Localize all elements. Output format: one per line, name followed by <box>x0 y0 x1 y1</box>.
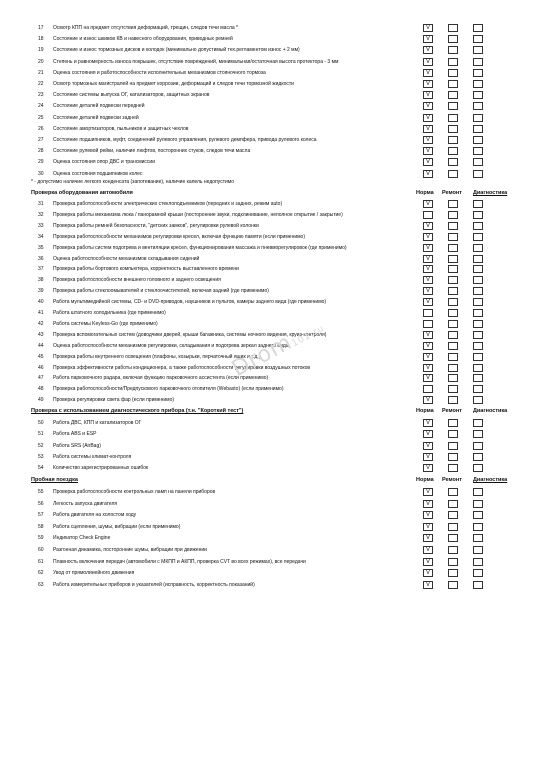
item-text: Проверка работоспособности контрольных ламп на панели приборов <box>53 489 216 495</box>
checkbox-repair[interactable] <box>448 222 458 230</box>
checklist-row <box>30 319 520 329</box>
checkbox-diagnostics[interactable] <box>473 91 483 99</box>
watermark-suffix: 101.ru <box>290 323 327 350</box>
item-number: 21 <box>38 69 44 76</box>
item-number: 30 <box>38 170 44 177</box>
checkbox-diagnostics[interactable] <box>473 276 483 284</box>
item-text: Плавность включения передач (автомобили с МКПП и АКПП, проверка CVT во всех режимах), все передачи <box>53 558 306 565</box>
item-number: 46 <box>38 364 44 371</box>
checkbox-repair[interactable] <box>448 69 458 77</box>
item-number: 18 <box>38 36 44 43</box>
checkbox-norm[interactable]: V <box>423 331 433 339</box>
checkbox-diagnostics[interactable] <box>473 147 483 155</box>
checkbox-repair[interactable] <box>448 276 458 284</box>
col-header-repair-2: Ремонт <box>442 408 462 414</box>
checklist-row <box>30 429 520 439</box>
checklist-row <box>30 363 520 373</box>
item-number: 52 <box>38 442 44 449</box>
item-text: Состояние и износ шкивов КВ и навесного оборудования, приводных ремней <box>53 36 233 43</box>
checkbox-norm[interactable]: V <box>423 91 433 99</box>
checkbox-norm[interactable]: V <box>423 24 433 32</box>
checklist-row <box>30 441 520 451</box>
checkbox-norm[interactable]: V <box>423 255 433 263</box>
item-number: 38 <box>38 277 44 284</box>
item-text: Проверка эффективности работы кондиционера, а также работоспособности регулировки воздушных потоков <box>53 364 311 371</box>
checklist-row <box>30 275 520 285</box>
checkbox-repair[interactable] <box>448 342 458 350</box>
checkbox-norm[interactable]: V <box>423 158 433 166</box>
item-text: Работа сцепления, шумы, вибрации (если применимо) <box>53 523 181 530</box>
checkbox-diagnostics[interactable] <box>473 488 483 496</box>
col-header-diagnostics-3: Диагностика <box>473 477 508 483</box>
item-number: 26 <box>38 125 44 132</box>
item-number: 31 <box>38 201 44 207</box>
checklist-row <box>30 45 520 55</box>
checklist-row <box>30 101 520 111</box>
item-text: Проверка работоспособности механизмов регулировки кресел, включая функцию памяти (если применимо) <box>53 233 306 240</box>
checklist-row <box>30 373 520 383</box>
col-header-repair-3: Ремонт <box>442 477 462 483</box>
section-equipment-title: Проверка оборудования автомобиля <box>31 190 133 196</box>
item-number: 59 <box>38 535 44 542</box>
item-text: Осмотр тормозных магистралей на предмет коррозии, деформаций и следов течи тормозной жидкости <box>53 81 294 87</box>
checkbox-norm[interactable]: V <box>423 276 433 284</box>
item-text: Работа штатного холодильника (где применимо) <box>53 310 166 316</box>
checkbox-diagnostics[interactable] <box>473 419 483 427</box>
checkbox-norm[interactable]: V <box>423 396 433 404</box>
checkbox-norm[interactable]: V <box>423 430 433 438</box>
checkbox-norm[interactable]: V <box>423 353 433 361</box>
item-text: Проверка вспомогательных систем (доводчики дверей, крыши багажника, системы ночного видения, круиз-контроля) <box>53 331 327 338</box>
checkbox-repair[interactable] <box>448 523 458 531</box>
checklist-row <box>30 113 520 123</box>
checklist-row <box>30 264 520 274</box>
item-text: Состояние системы выпуска ОГ, катализаторов, защитных экранов <box>53 92 210 99</box>
checkbox-repair[interactable] <box>448 385 458 393</box>
item-number: 24 <box>38 103 44 110</box>
checklist-row <box>30 384 520 394</box>
checkbox-repair[interactable] <box>448 331 458 339</box>
checkbox-norm[interactable] <box>423 385 433 393</box>
checkbox-repair[interactable] <box>448 298 458 306</box>
checkbox-diagnostics[interactable] <box>473 35 483 43</box>
checklist-row <box>30 68 520 78</box>
checkbox-norm[interactable]: V <box>423 46 433 54</box>
item-text: Работа ABS и ESP <box>53 431 97 438</box>
checkbox-norm[interactable]: V <box>423 244 433 252</box>
checkbox-repair[interactable] <box>448 500 458 508</box>
item-number: 17 <box>38 25 44 31</box>
item-number: 61 <box>38 558 44 565</box>
checklist-row <box>30 79 520 89</box>
checkbox-repair[interactable] <box>448 430 458 438</box>
checkbox-norm[interactable]: V <box>423 500 433 508</box>
checkbox-repair[interactable] <box>448 511 458 519</box>
checkbox-repair[interactable] <box>448 374 458 382</box>
item-text: Состояние амортизаторов, пыльников и защитных чехлов <box>53 125 189 132</box>
item-number: 58 <box>38 523 44 530</box>
checkbox-diagnostics[interactable] <box>473 523 483 531</box>
checklist-row <box>30 157 520 167</box>
checklist-row <box>30 522 520 532</box>
checkbox-repair[interactable] <box>448 558 458 566</box>
checklist-row <box>30 90 520 100</box>
item-text: Проверка работы внутреннего освещения (плафоны, козырьки, перчаточный ящик и т.д.) <box>53 353 261 360</box>
item-number: 41 <box>38 310 44 316</box>
checkbox-diagnostics[interactable] <box>473 80 483 88</box>
item-text: Оценка работоспособности механизмов регулировки, складывания и подогрева зеркал заднего вида <box>53 342 289 349</box>
checkbox-diagnostics[interactable] <box>473 58 483 66</box>
checkbox-norm[interactable] <box>423 320 433 328</box>
item-number: 27 <box>38 137 44 143</box>
checkbox-diagnostics[interactable] <box>473 233 483 241</box>
checkbox-diagnostics[interactable] <box>473 255 483 263</box>
item-text: Разгонная динамика, посторонние шумы, вибрации при движении <box>53 547 207 553</box>
checkbox-norm[interactable]: V <box>423 58 433 66</box>
item-text: Оценка состояния и работоспособности исполнительных механизмов стояночного тормоза <box>53 69 266 76</box>
section-drive-title: Пробная поездка <box>31 477 78 483</box>
checkbox-diagnostics[interactable] <box>473 511 483 519</box>
item-text: Состояние и износ тормозных дисков и колодок (минимально допустимый тех.регламентом износ + 2 мм) <box>53 47 300 54</box>
item-number: 51 <box>38 431 44 438</box>
checkbox-norm[interactable]: V <box>423 200 433 208</box>
checkbox-repair[interactable] <box>448 58 458 66</box>
checkbox-diagnostics[interactable] <box>473 558 483 566</box>
checkbox-norm[interactable]: V <box>423 147 433 155</box>
item-text: Легкость запуска двигателя <box>53 500 118 507</box>
checklist-row <box>30 418 520 428</box>
checkbox-norm[interactable]: V <box>423 364 433 372</box>
item-text: Количество зарегистрированных ошибок <box>53 465 149 472</box>
checkbox-diagnostics[interactable] <box>473 581 483 589</box>
item-text: Проверка работы стеклоомывателей и стеклоочистителей, включая задний (где применимо) <box>53 288 269 295</box>
item-number: 29 <box>38 159 44 166</box>
item-text: Проверка работоспособности/Предпускового парковочного отопителя (Webasto) (если применимо) <box>53 386 284 393</box>
checkbox-norm[interactable]: V <box>423 488 433 496</box>
checkbox-repair[interactable] <box>448 265 458 273</box>
checklist-row <box>30 452 520 462</box>
item-text: Проверка работы ремней безопасности, "детских замков", регулировки рулевой колонки <box>53 222 259 229</box>
checkbox-diagnostics[interactable] <box>473 385 483 393</box>
item-text: Работа измерительных приборов и указателей (исправность, корректность показаний) <box>53 581 255 588</box>
col-header-diagnostics-2: Диагностика <box>473 408 508 414</box>
checkbox-repair[interactable] <box>448 581 458 589</box>
item-number: 54 <box>38 465 44 472</box>
checkbox-repair[interactable] <box>448 35 458 43</box>
checkbox-repair[interactable] <box>448 534 458 542</box>
checkbox-repair[interactable] <box>448 158 458 166</box>
item-text: Состояние подшипников, муфт, соединений рулевого управления, рулевого демпфера, привода рулевого колеса <box>53 137 317 143</box>
item-text: Проверка работы систем подогрева и вентиляции кресел, функционирования массажа и пневморегулировок (где применимо) <box>53 244 347 251</box>
item-number: 35 <box>38 244 44 251</box>
item-number: 23 <box>38 92 44 99</box>
checkbox-norm[interactable]: V <box>423 511 433 519</box>
checkbox-repair[interactable] <box>448 24 458 32</box>
item-text: Оценка состояния опор ДВС и трансмиссии <box>53 159 156 166</box>
checkbox-diagnostics[interactable] <box>473 158 483 166</box>
checkbox-repair[interactable] <box>448 114 458 122</box>
checkbox-repair[interactable] <box>448 453 458 461</box>
item-number: 45 <box>38 353 44 360</box>
item-number: 19 <box>38 47 44 54</box>
checkbox-repair[interactable] <box>448 287 458 295</box>
checkbox-norm[interactable]: V <box>423 170 433 178</box>
item-text: Проверка работоспособности внешнего головного и заднего освещения <box>53 277 221 284</box>
item-text: Работа двигателя на холостом ходу <box>53 512 137 519</box>
item-number: 44 <box>38 342 44 349</box>
item-text: Работа системы климат-контроля <box>53 453 132 460</box>
checkbox-repair[interactable] <box>448 147 458 155</box>
checkbox-norm[interactable] <box>423 309 433 317</box>
item-text: Оценка работоспособности механизмов складывания сидений <box>53 255 200 262</box>
checklist-row <box>30 463 520 473</box>
checkbox-diagnostics[interactable] <box>473 102 483 110</box>
checkbox-diagnostics[interactable] <box>473 464 483 472</box>
col-header-norm: Норма <box>416 190 434 196</box>
checkbox-repair[interactable] <box>448 488 458 496</box>
checkbox-diagnostics[interactable] <box>473 136 483 144</box>
checklist-row <box>30 210 520 220</box>
checkbox-diagnostics[interactable] <box>473 24 483 32</box>
checkbox-repair[interactable] <box>448 102 458 110</box>
item-text: Проверка работы бортового компьютера, корректность выставленного времени <box>53 266 239 273</box>
item-text: Работа системы Keyless-Go (где применимо) <box>53 320 158 327</box>
checklist-row <box>30 34 520 44</box>
checkbox-repair[interactable] <box>448 309 458 317</box>
col-header-diagnostics: Диагностика <box>473 190 508 196</box>
item-text: Увод от прямолинейного движения <box>53 570 135 577</box>
checkbox-repair[interactable] <box>448 80 458 88</box>
item-number: 36 <box>38 255 44 262</box>
item-text: Индикатор Check Engine <box>53 535 111 542</box>
item-number: 47 <box>38 375 44 382</box>
checkbox-norm[interactable]: V <box>423 569 433 577</box>
checkbox-repair[interactable] <box>448 233 458 241</box>
item-text: Состояние рулевой рейки, наличие люфтов, посторонних стуков, следов течи масла <box>53 148 251 155</box>
checkbox-norm[interactable]: V <box>423 581 433 589</box>
checkbox-norm[interactable]: V <box>423 69 433 77</box>
checklist-row <box>30 199 520 209</box>
section-diagnostic-title: Проверка с использованием диагностического прибора (т.н. "Короткий тест") <box>31 408 244 414</box>
checkbox-norm[interactable]: V <box>423 453 433 461</box>
checkbox-norm[interactable]: V <box>423 442 433 450</box>
item-text: Оценка состояния подшипников колес <box>53 170 143 177</box>
checkbox-repair[interactable] <box>448 170 458 178</box>
checkbox-diagnostics[interactable] <box>473 396 483 404</box>
item-number: 32 <box>38 211 44 218</box>
checkbox-repair[interactable] <box>448 91 458 99</box>
item-text: Проверка работы механизма люка / панорамной крыши (посторонние звуки, подклинивание, неполное открытие / закрытие) <box>53 211 343 218</box>
checkbox-repair[interactable] <box>448 419 458 427</box>
checklist-row <box>30 487 520 497</box>
item-number: 57 <box>38 512 44 519</box>
item-number: 22 <box>38 81 44 87</box>
checkbox-repair[interactable] <box>448 569 458 577</box>
item-text: Проверка регулировки света фар (если применимо) <box>53 397 175 404</box>
checkbox-repair[interactable] <box>448 364 458 372</box>
item-number: 60 <box>38 547 44 553</box>
checklist-row <box>30 135 520 145</box>
item-number: 55 <box>38 489 44 495</box>
checkbox-repair[interactable] <box>448 353 458 361</box>
checkbox-diagnostics[interactable] <box>473 69 483 77</box>
checkbox-repair[interactable] <box>448 442 458 450</box>
checklist-row <box>30 395 520 405</box>
item-number: 53 <box>38 453 44 460</box>
checkbox-repair[interactable] <box>448 244 458 252</box>
checkbox-diagnostics[interactable] <box>473 364 483 372</box>
item-number: 50 <box>38 420 44 426</box>
checkbox-repair[interactable] <box>448 46 458 54</box>
checkbox-norm[interactable]: V <box>423 523 433 531</box>
checklist-row <box>30 57 520 67</box>
checkbox-diagnostics[interactable] <box>473 298 483 306</box>
checkbox-norm[interactable]: V <box>423 546 433 554</box>
checklist-row <box>30 254 520 264</box>
item-number: 42 <box>38 320 44 327</box>
checklist-row <box>30 533 520 543</box>
checkbox-norm[interactable]: V <box>423 464 433 472</box>
checkbox-norm[interactable]: V <box>423 342 433 350</box>
checklist-row <box>30 23 520 33</box>
checklist-row <box>30 243 520 253</box>
checkbox-diagnostics[interactable] <box>473 114 483 122</box>
checkbox-diagnostics[interactable] <box>473 331 483 339</box>
checkbox-diagnostics[interactable] <box>473 46 483 54</box>
item-number: 40 <box>38 299 44 306</box>
checkbox-repair[interactable] <box>448 464 458 472</box>
checklist-row <box>30 169 520 179</box>
footnote: * - допустимо наличие легкого конденсата (запотевание), наличие капель недопустимо <box>31 179 235 185</box>
item-number: 48 <box>38 386 44 393</box>
checkbox-norm[interactable]: V <box>423 35 433 43</box>
checkbox-repair[interactable] <box>448 200 458 208</box>
checkbox-repair[interactable] <box>448 546 458 554</box>
checkbox-diagnostics[interactable] <box>473 569 483 577</box>
checkbox-norm[interactable]: V <box>423 534 433 542</box>
item-number: 34 <box>38 233 44 240</box>
checklist-row <box>30 499 520 509</box>
checkbox-diagnostics[interactable] <box>473 500 483 508</box>
item-number: 37 <box>38 266 44 273</box>
checkbox-diagnostics[interactable] <box>473 222 483 230</box>
checkbox-diagnostics[interactable] <box>473 265 483 273</box>
col-header-repair: Ремонт <box>442 190 462 196</box>
item-number: 43 <box>38 331 44 338</box>
checkbox-repair[interactable] <box>448 255 458 263</box>
checkbox-norm[interactable]: V <box>423 114 433 122</box>
checklist-row <box>30 510 520 520</box>
item-text: Работа ДВС, КПП и катализаторов ОГ <box>53 420 142 426</box>
checkbox-norm[interactable]: V <box>423 287 433 295</box>
checklist-row <box>30 286 520 296</box>
item-number: 56 <box>38 500 44 507</box>
item-text: Состояние деталей подвески передней <box>53 103 145 110</box>
checkbox-repair[interactable] <box>448 320 458 328</box>
col-header-norm-3: Норма <box>416 477 434 483</box>
checkbox-norm[interactable]: V <box>423 233 433 241</box>
checkbox-diagnostics[interactable] <box>473 170 483 178</box>
checkbox-diagnostics[interactable] <box>473 211 483 219</box>
checkbox-norm[interactable]: V <box>423 374 433 382</box>
item-text: Степень и равномерность износа покрышек, отсутствие повреждений, минимальная/остаточная высота протектора - 3 мм <box>53 58 339 65</box>
checkbox-diagnostics[interactable] <box>473 320 483 328</box>
checkbox-norm[interactable] <box>423 211 433 219</box>
checkbox-diagnostics[interactable] <box>473 244 483 252</box>
checklist-row <box>30 124 520 134</box>
checkbox-norm[interactable]: V <box>423 136 433 144</box>
checkbox-norm[interactable]: V <box>423 80 433 88</box>
checkbox-diagnostics[interactable] <box>473 534 483 542</box>
checkbox-repair[interactable] <box>448 211 458 219</box>
checklist-row <box>30 545 520 555</box>
col-header-norm-2: Норма <box>416 408 434 414</box>
checklist-row <box>30 297 520 307</box>
checkbox-norm[interactable]: V <box>423 558 433 566</box>
checklist-row <box>30 580 520 590</box>
checkbox-diagnostics[interactable] <box>473 430 483 438</box>
item-number: 62 <box>38 570 44 577</box>
item-text: Проверка работоспособности электрических стеклоподъемников (передних и задних, режим auto) <box>53 201 283 207</box>
item-text: Работа SRS (AirBag) <box>53 442 101 449</box>
item-text: Работа мультимедийной системы, CD- и DVD-приводов, наушников и пультов, камеры заднего вида (где применимо) <box>53 299 327 306</box>
checklist-row <box>30 146 520 156</box>
checkbox-repair[interactable] <box>448 136 458 144</box>
checkbox-diagnostics[interactable] <box>473 353 483 361</box>
checklist-row <box>30 568 520 578</box>
checklist-row <box>30 221 520 231</box>
checkbox-diagnostics[interactable] <box>473 442 483 450</box>
checkbox-diagnostics[interactable] <box>473 287 483 295</box>
item-number: 33 <box>38 222 44 229</box>
checkbox-diagnostics[interactable] <box>473 125 483 133</box>
checkbox-diagnostics[interactable] <box>473 200 483 208</box>
checkbox-diagnostics[interactable] <box>473 342 483 350</box>
checkbox-repair[interactable] <box>448 125 458 133</box>
checkbox-norm[interactable]: V <box>423 419 433 427</box>
checklist-row <box>30 308 520 318</box>
item-number: 63 <box>38 581 44 588</box>
item-number: 39 <box>38 288 44 295</box>
item-number: 28 <box>38 148 44 155</box>
checkbox-diagnostics[interactable] <box>473 453 483 461</box>
item-number: 25 <box>38 114 44 121</box>
item-text: Состояние деталей подвески задней <box>53 114 139 121</box>
checklist-row <box>30 232 520 242</box>
checkbox-norm[interactable]: V <box>423 222 433 230</box>
checklist-row <box>30 557 520 567</box>
item-number: 20 <box>38 58 44 65</box>
checkbox-norm[interactable]: V <box>423 265 433 273</box>
checkbox-diagnostics[interactable] <box>473 546 483 554</box>
checkbox-norm[interactable]: V <box>423 298 433 306</box>
item-text: Работа парковочного радара, включая функцию парковочного ассистента (если применимо) <box>53 375 269 382</box>
checkbox-diagnostics[interactable] <box>473 374 483 382</box>
checkbox-norm[interactable]: V <box>423 102 433 110</box>
checkbox-norm[interactable]: V <box>423 125 433 133</box>
item-text: Осмотр КПП на предмет отсутствия деформаций, трещин, следов течи масла * <box>53 25 238 31</box>
item-number: 49 <box>38 397 44 404</box>
watermark-text: Drom <box>228 329 297 383</box>
checkbox-repair[interactable] <box>448 396 458 404</box>
checkbox-diagnostics[interactable] <box>473 309 483 317</box>
